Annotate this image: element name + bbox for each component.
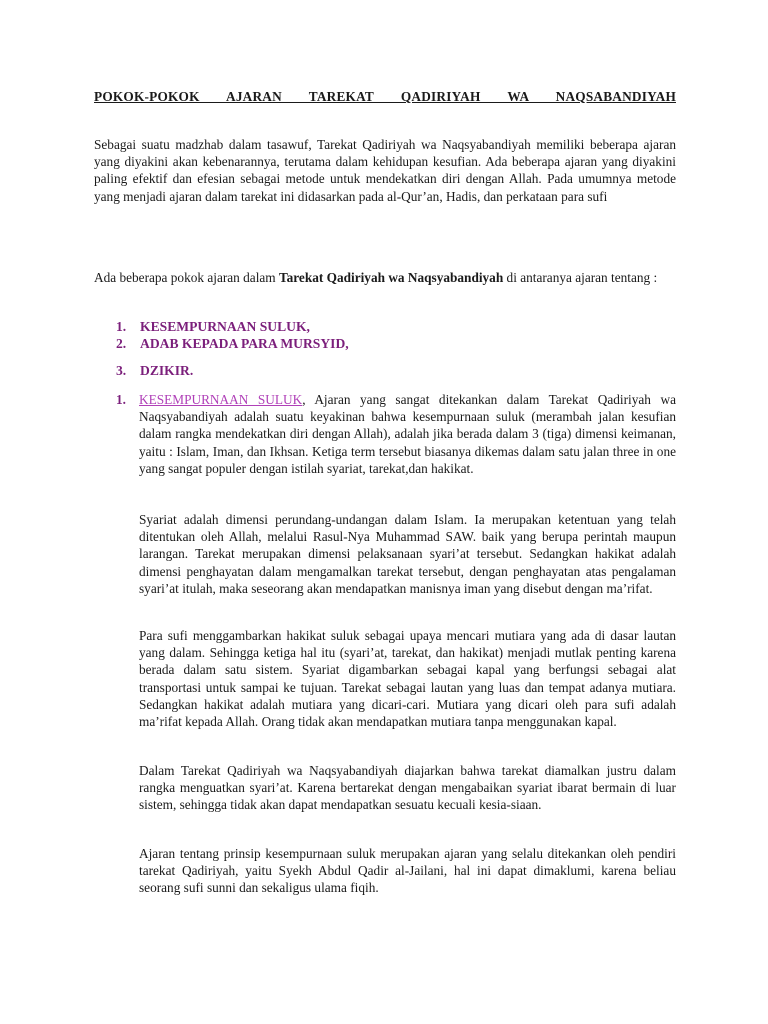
second-paragraph-after: di antaranya ajaran tentang : <box>503 270 658 285</box>
outline-item-number: 2. <box>116 336 127 351</box>
section-paragraph-syariat-strength: Dalam Tarekat Qadiriyah wa Naqsyabandiyah diajarkan bahwa tarekat diamalkan justru dalam rangka menguatkan syari’at. Karena bertarekat dengan mengabaikan syariat ibarat bermain di luar sistem, sehingga tidak akan dapat mendapatkan sesuatu kecuali kesia-siaan. <box>139 763 676 813</box>
outline-item <box>116 318 310 335</box>
outline-item-label: KESEMPURNAAN SULUK, <box>140 319 310 334</box>
section-paragraph-mutiara: Para sufi menggambarkan hakikat suluk sebagai upaya mencari mutiara yang ada di dasar lautan yang dalam. Sehingga ketiga hal itu (syari’at, tarekat, dan hakikat) menjadi mutlak penting karena berada dalam satu sistem. Syariat digambarkan sebagai kapal yang berfungsi sebagai alat transportasi untuk sampai ke tujuan. Tarekat sebagai lautan yang luas dan tempat adanya mutiara. Sedangkan hakikat adalah mutiara yang dicari-cari. Mutiara yang dicari oleh para sufi adalah ma’rifat kepada Allah. Orang tidak akan mendapatkan mutiara tanpa menggunakan kapal. <box>139 628 676 730</box>
outline-item-label: ADAB KEPADA PARA MURSYID, <box>140 336 349 351</box>
outline-item <box>116 362 193 379</box>
outline-item-number: 3. <box>116 363 127 378</box>
tarekat-name-emphasis: Tarekat Qadiriyah wa Naqsyabandiyah <box>278 270 504 285</box>
outline-item-number: 1. <box>116 319 127 334</box>
second-paragraph <box>94 269 676 286</box>
section-paragraph-founder: Ajaran tentang prinsip kesempurnaan suluk merupakan ajaran yang selalu ditekankan oleh pendiri tarekat Qadiriyah, yaitu Syekh Abdul Qadir al-Jailani, hal ini dapat dimaklumi, karena beliau seorang sufi sunni dan sekaligus ulama fiqih. <box>139 846 676 896</box>
second-paragraph-before: Ada beberapa pokok ajaran dalam <box>94 270 279 285</box>
intro-paragraph: Sebagai suatu madzhab dalam tasawuf, Tarekat Qadiriyah wa Naqsyabandiyah memiliki beberapa ajaran yang diyakini akan kebenarannya, terutama dalam kehidupan kesufian. Ada beberapa ajaran yang diyakini paling efektif dan efesian sebagai metode untuk mendekatkan diri dengan Allah. Pada umumnya metode yang menjadi ajaran dalam tarekat ini didasarkan pada al-Qur’an, Hadis, dan perkataan para sufi <box>94 137 676 204</box>
section-paragraph-syariat: Syariat adalah dimensi perundang-undangan dalam Islam. Ia merupakan ketentuan yang telah ditentukan oleh Allah, melalui Rasul-Nya Muhammad SAW. baik yang berupa perintah maupun larangan. Tarekat merupakan dimensi pelaksanaan syari’at tersebut. Sedangkan hakikat adalah dimensi penghayatan dalam mengamalkan tarekat tersebut, dengan penghayatan atas pengalaman syari’at itulah, maka seseorang akan mendapatkan manisnya iman yang disebut dengan ma’rifat. <box>139 512 676 596</box>
section-lead-text: , Ajaran yang sangat ditekankan dalam Tarekat Qadiriyah wa Naqsyabandiyah adalah suatu keyakinan bahwa kesempurnaan suluk (merambah jalan kesufian dalam rangka mendekatkan diri dengan Allah), adalah jika berada dalam 3 (tiga) dimensi keimanan, yaitu : Islam, Iman, dan Ikhsan. Ketiga term tersebut biasanya dikemas dalam satu jalan three in one yang sangat populer dengan istilah syariat, tarekat,dan hakikat. <box>139 392 676 476</box>
section-number: 1. <box>116 392 126 407</box>
outline-item <box>116 335 349 352</box>
section-lead-paragraph <box>139 391 676 477</box>
document-title: POKOK-POKOK AJARAN TAREKAT QADIRIYAH WA NAQSABANDIYAH <box>94 89 676 104</box>
section-lead-link[interactable]: KESEMPURNAAN SULUK <box>139 392 303 407</box>
outline-item-label: DZIKIR. <box>140 363 194 378</box>
